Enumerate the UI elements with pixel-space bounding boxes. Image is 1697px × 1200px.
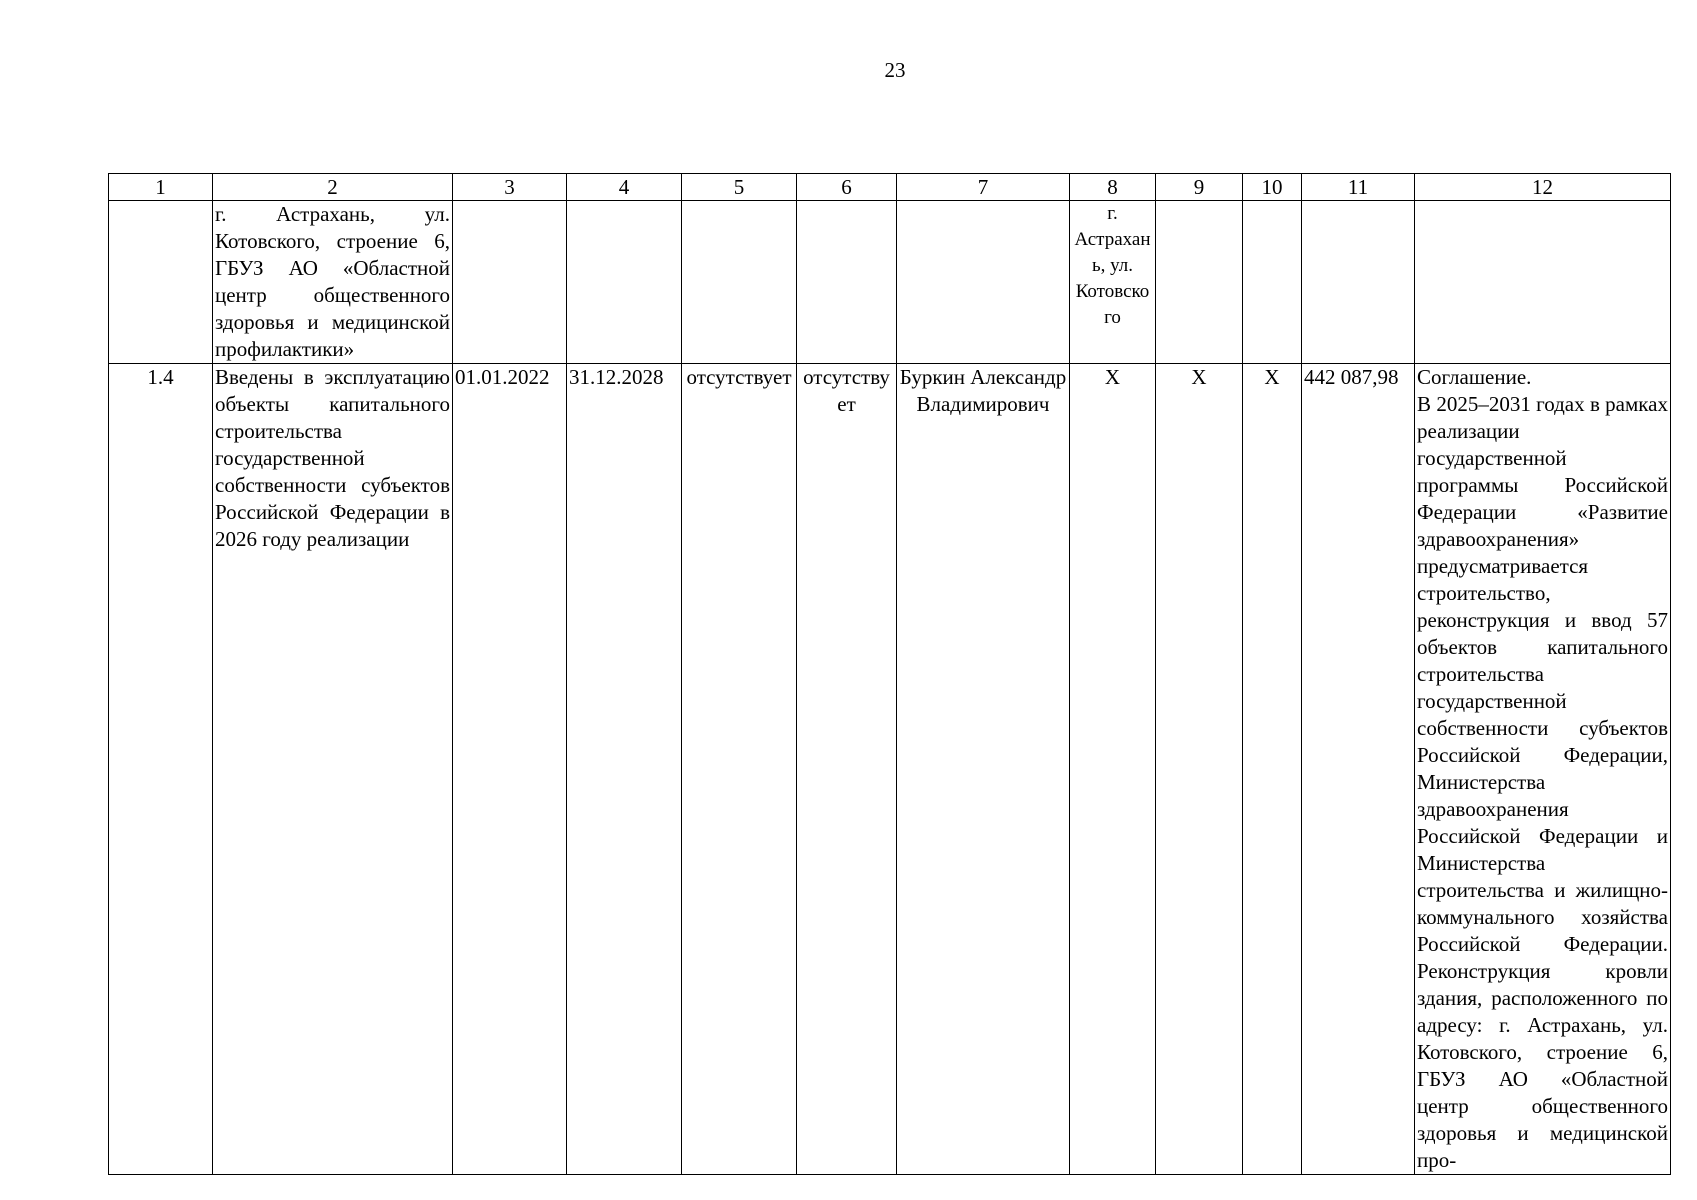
data-table (108, 173, 1671, 1175)
header-cell: 9 (1156, 174, 1243, 201)
header-cell: 11 (1302, 174, 1415, 201)
header-cell: 2 (213, 174, 453, 201)
header-cell: 6 (797, 174, 897, 201)
table-row (109, 364, 1671, 1175)
comment-line: предусматривается (1417, 554, 1589, 578)
header-cell: 12 (1415, 174, 1671, 201)
header-cell: 7 (897, 174, 1070, 201)
end-date-cell (567, 201, 682, 364)
col5-cell: отсутствует (682, 364, 797, 1175)
row-number-cell (109, 201, 213, 364)
col9-cell (1156, 201, 1243, 364)
row-number-cell: 1.4 (109, 364, 213, 1175)
mark-cell: X (1156, 364, 1243, 1175)
start-date-cell: 01.01.2022 (453, 364, 567, 1175)
responsible-cell: Буркин Александр Владимирович (897, 364, 1070, 1175)
result-name-cell: г. Астрахань, ул. Котовского, строение 6, ГБУЗ АО «Областной центр общественного здоровья и медицинской профилактики» (213, 201, 453, 364)
col6-cell (797, 201, 897, 364)
header-cell: 5 (682, 174, 797, 201)
col6-cell: отсутствует (797, 364, 897, 1175)
result-name-cell: Введены в эксплуатацию объекты капитального строительства государственной собственности субъектов Российской Федерации в 2026 году реализации (213, 364, 453, 1175)
header-cell: 8 (1070, 174, 1156, 201)
responsible-cell (897, 201, 1070, 364)
header-cell: 10 (1243, 174, 1302, 201)
header-cell: 3 (453, 174, 567, 201)
end-date-cell: 31.12.2028 (567, 364, 682, 1175)
header-cell: 4 (567, 174, 682, 201)
amount-cell: 442 087,98 (1302, 364, 1415, 1175)
col10-cell (1243, 201, 1302, 364)
header-row (109, 174, 1671, 201)
table-row (109, 201, 1671, 364)
comment-line: строительство, реконструкция и ввод 57 объектов капитального строительства государственной собственности субъектов Российской Федерации, Министерства здравоохранения Российской Федерации и Министерства строительства и жилищно-коммунального хозяйства Российской Федерации. Реконструкция кровли здания, расположенного по адресу: г. Астрахань, ул. Котовского, строение 6, ГБУЗ АО «Областной центр общественного здоровья и медицинской про- (1417, 581, 1668, 1172)
mark-cell: X (1243, 364, 1302, 1175)
header-cell: 1 (109, 174, 213, 201)
comment-line: В 2025–2031 годах в рамках реализации государственной программы Российской Федерации «Развитие здравоохранения» (1417, 392, 1668, 551)
mark-cell: X (1070, 364, 1156, 1175)
start-date-cell (453, 201, 567, 364)
address-cell: г. Астрахань, ул. Котовского (1070, 201, 1156, 364)
page-number: 23 (884, 58, 906, 82)
amount-cell (1302, 201, 1415, 364)
comment-cell (1415, 201, 1671, 364)
comment-cell (1415, 364, 1671, 1175)
col5-cell (682, 201, 797, 364)
comment-line: Соглашение. (1417, 365, 1532, 389)
